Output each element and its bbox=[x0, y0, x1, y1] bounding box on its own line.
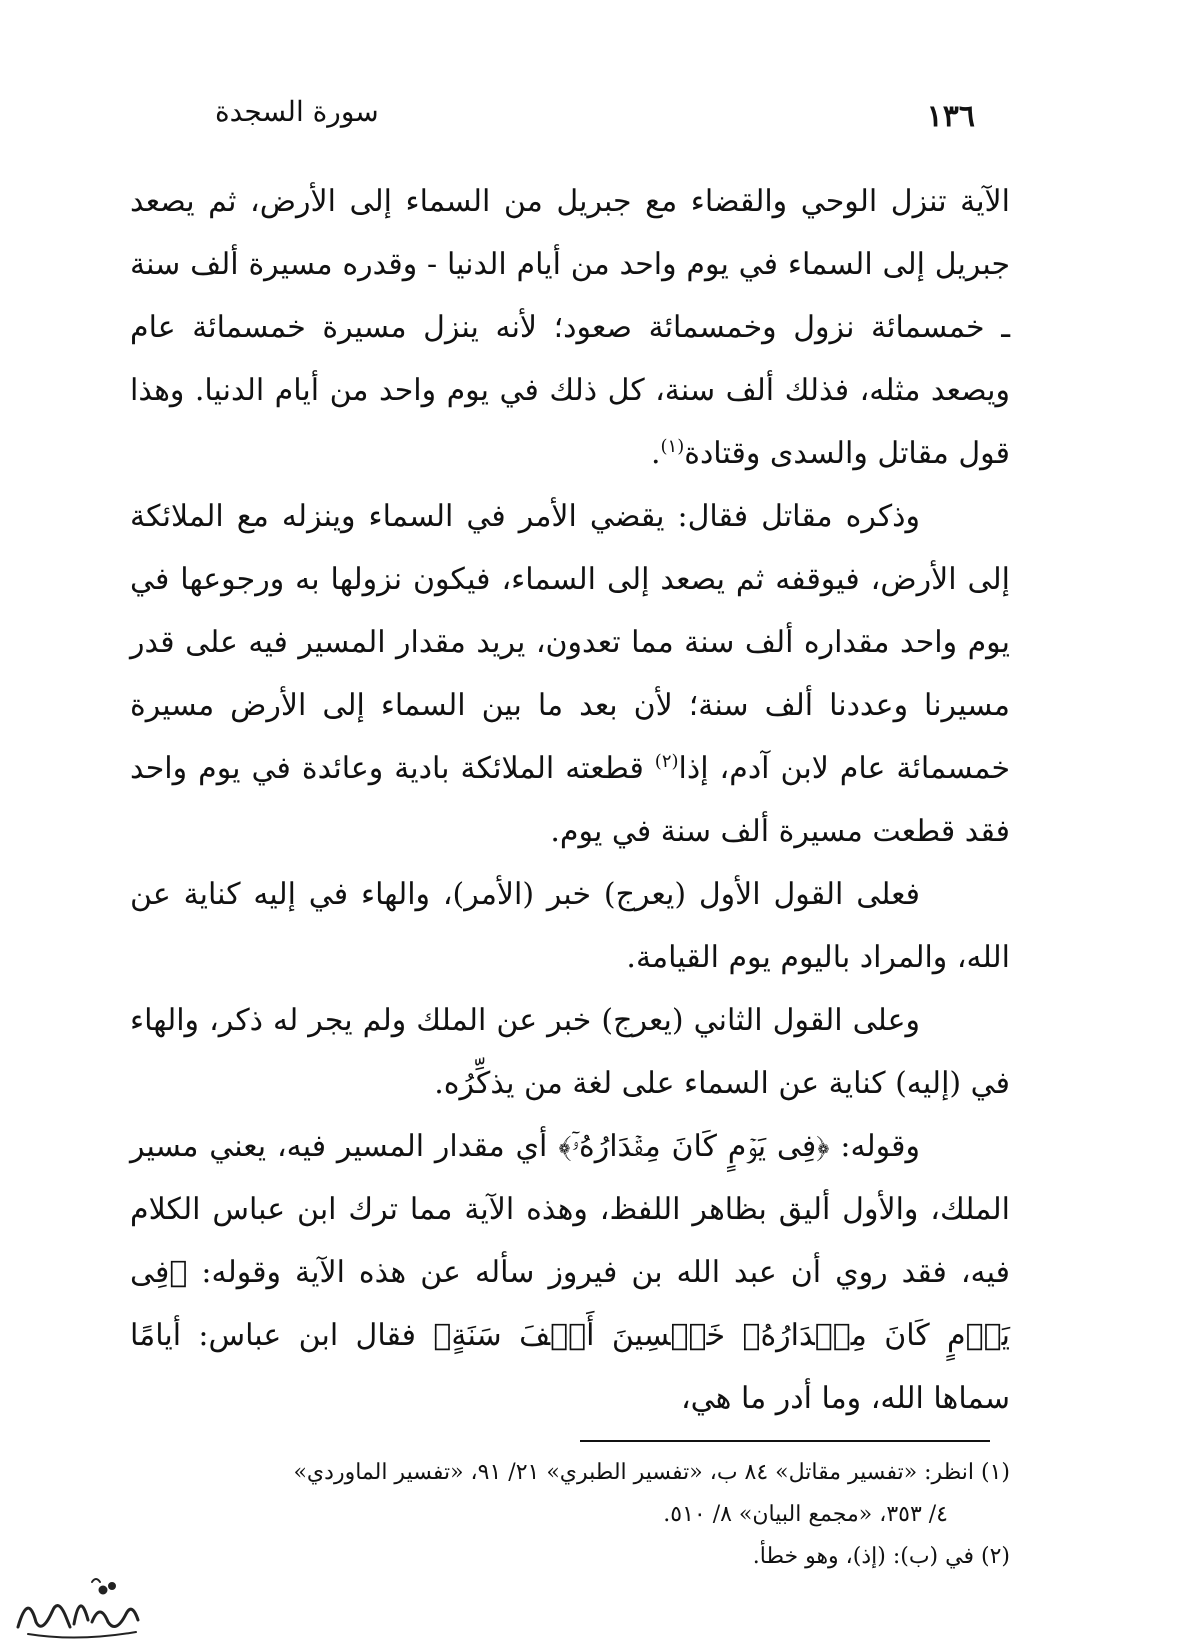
footnote-1 bbox=[130, 1452, 1010, 1494]
paragraph-1-text: الآية تنزل الوحي والقضاء مع جبريل من السماء إلى الأرض، ثم يصعد جبريل إلى السماء في يوم واحد من أيام الدنيا - وقدره مسيرة ألف سنة ـ خمسمائة نزول وخمسمائة صعود؛ لأنه ينزل مسيرة خمسمائة عام ويصعد مثله، فذلك ألف سنة، كل ذلك في يوم واحد من أيام الدنيا. وهذا قول مقاتل والسدى وقتادة bbox=[130, 184, 1011, 471]
paragraph-5-lead: وقوله: bbox=[840, 1129, 921, 1164]
page-header bbox=[190, 95, 1030, 145]
footnote-2-text: في (ب): (إذ)، وهو خطأ. bbox=[752, 1544, 974, 1569]
footnote-2 bbox=[130, 1536, 1010, 1578]
paragraph-4: وعلى القول الثاني (يعرج) خبر عن الملك ولم يجر له ذكر، والهاء في (إليه) كناية عن السماء على لغة من يذكِّرُه. bbox=[130, 1003, 1010, 1101]
paragraph-3: فعلى القول الأول (يعرج) خبر (الأمر)، والهاء في إليه كناية عن الله، والمراد باليوم يوم القيامة. bbox=[130, 877, 1010, 975]
paragraph-2-text: وذكره مقاتل فقال: يقضي الأمر في السماء وينزله مع الملائكة إلى الأرض، فيوقفه ثم يصعد إلى السماء، فيكون نزولها به ورجوعها في يوم واحد مقداره ألف سنة مما تعدون، يريد مقدار المسير فيه على قدر مسيرنا وعددنا ألف سنة؛ لأن بعد ما بين السماء إلى الأرض مسيرة خمسمائة عام لابن آدم، إذا bbox=[130, 499, 1010, 786]
almoshaf-logo-icon bbox=[8, 1572, 148, 1642]
quran-verse-1: ﴿فِى يَوۡمٍ كَانَ مِقۡدَارُهُۥٓ﴾ bbox=[558, 1129, 830, 1164]
footnote-1-text: انظر: «تفسير مقاتل» ٨٤ ب، «تفسير الطبري» ٢١/ ٩١، «تفسير الماوردي» bbox=[293, 1460, 974, 1485]
footnotes bbox=[130, 1452, 1010, 1578]
main-text bbox=[130, 170, 1010, 1430]
paragraph-5-end: فقال ابن عباس: أيامًا سماها الله، وما أدر ما هي، bbox=[130, 1318, 1010, 1416]
paragraph-5-text: أي مقدار المسير فيه، يعني مسير الملك، والأول أليق بظاهر اللفظ، وهذه الآية مما ترك ابن عباس الكلام فيه، فقد روي أن عبد الله بن فيروز سأله عن هذه الآية وقوله: bbox=[130, 1129, 1010, 1290]
page-number: ١٣٦ bbox=[926, 99, 975, 134]
footnote-ref-2: (٢) bbox=[654, 751, 679, 772]
paragraph-2 bbox=[130, 485, 1010, 863]
footnote-1-number: (١) bbox=[980, 1460, 1010, 1485]
quran-verse-2: ﴿فِى يَوۡمٍ كَانَ مِقۡدَارُهُۥ خَمۡسِينَ أَلۡفَ سَنَةٍ﴾ bbox=[130, 1255, 1010, 1353]
surah-title: سورة السجدة bbox=[215, 95, 379, 128]
footnote-2-number: (٢) bbox=[980, 1544, 1010, 1569]
footnote-ref-1: (١) bbox=[660, 436, 685, 457]
paragraph-2-text-cont: قطعته الملائكة بادية وعائدة في يوم واحد فقد قطعت مسيرة ألف سنة في يوم. bbox=[130, 751, 1010, 849]
footnote-divider bbox=[580, 1440, 990, 1442]
paragraph-1: الآية تنزل الوحي والقضاء مع جبريل من السماء إلى الأرض، ثم يصعد جبريل إلى السماء في يوم واحد من أيام الدنيا - وقدره مسيرة ألف سنة ـ خمسمائة نزول وخمسمائة صعود؛ لأنه ينزل مسيرة خمسمائة عام ويصعد مثله، فذلك ألف سنة، كل ذلك في يوم واحد من أيام الدنيا. وهذا قول مقاتل والسدى وقتادة$^{(١)}$. bbox=[130, 184, 1011, 471]
footnote-1-continuation: ٤/ ٣٥٣، «مجمع البيان» ٨/ ٥١٠. bbox=[663, 1502, 948, 1527]
paragraph-5 bbox=[130, 1115, 1010, 1430]
